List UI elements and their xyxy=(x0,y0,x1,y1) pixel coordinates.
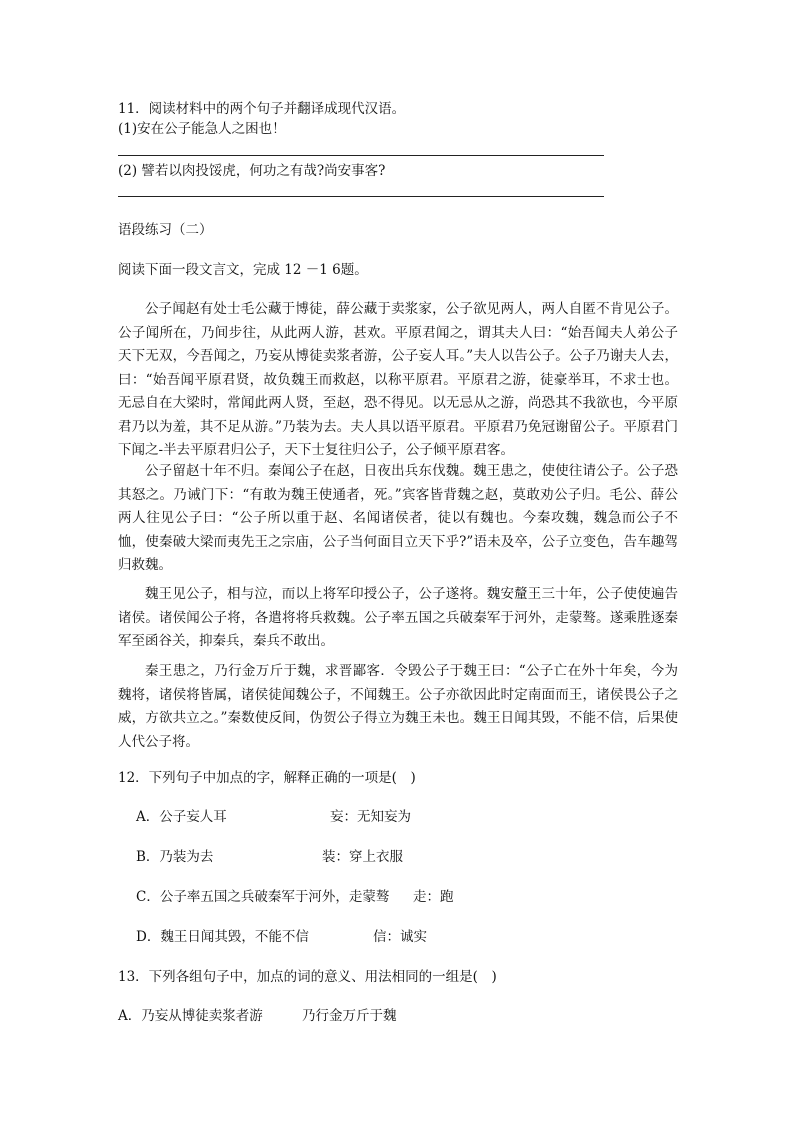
section-title: 语段练习（二） xyxy=(118,222,213,238)
q12-option-a: A．公子妄人耳 xyxy=(136,809,227,825)
q12-option-d: D．魏王日闻其毁，不能不信 xyxy=(136,929,309,945)
paragraph-text: 魏王见公子，相与泣，而以上将军印授公子，公子遂将。魏安釐王三十年，公子使使遍告诸侯。诸侯闻公子将，各遣将将兵救魏。公子率五国之兵破秦军于河外，走蒙骜。遂乘胜逐秦军至函谷关，抑秦兵，秦兵不敢出。 xyxy=(118,586,678,649)
paragraph-text: 公子留赵十年不归。秦闻公子在赵，日夜出兵东伐魏。魏王患之，使使往请公子。公子恐其怒之。乃诫门下：“有敢为魏王使通者，死。”宾客皆背魏之赵，莫敢劝公子归。毛公、薛公两人往见公子曰：“公子所以重于赵、名闻诸侯者，徒以有魏也。今秦攻魏，魏急而公子不恤，使秦破大梁而夷先王之宗庙，公子当何面目立天下乎?”语未及卒，公子立变色，告车趣驾归救魏。 xyxy=(118,463,678,573)
q12-option-c: C．公子率五国之兵破秦军于河外，走蒙骜 xyxy=(136,889,390,905)
paragraph-text: 秦王患之，乃行金万斤于魏，求晋鄙客．令毁公子于魏王曰：“公子亡在外十年矣，今为魏将，诸侯将皆属，诸侯徒闻魏公子，不闻魏王。公子亦欲因此时定南面而王，诸侯畏公子之威，方欲共立之。”秦数使反间，伪贺公子得立为魏王未也。魏王日闻其毁，不能不信，后果使人代公子将。 xyxy=(118,663,678,750)
q12-option-b: B．乃装为去 xyxy=(136,849,214,865)
q12-option-a-gloss: 妄：无知妄为 xyxy=(330,809,411,825)
q11-sentence-2: (2) 譬若以肉投馁虎，何功之有哉?尚安事客? xyxy=(118,163,386,179)
q13-option-a: A．乃妄从博徒卖浆者游 xyxy=(118,1008,263,1024)
q13-option-a-pair: 乃行金万斤于魏 xyxy=(302,1008,397,1024)
q12-stem: 12．下列句子中加点的字，解释正确的一项是( ) xyxy=(118,770,416,786)
q12-option-c-gloss: 走：跑 xyxy=(413,889,454,905)
q13-stem: 13．下列各组句子中，加点的词的意义、用法相同的一组是( ) xyxy=(118,969,497,985)
passage-paragraph-2 xyxy=(118,460,678,578)
passage-paragraph-4 xyxy=(118,660,678,754)
passage-paragraph-3 xyxy=(118,583,678,654)
q11-stem: 11．阅读材料中的两个句子并翻译成现代汉语。 xyxy=(118,101,406,117)
passage-paragraph-1 xyxy=(118,298,678,463)
q11-sentence-1: (1)安在公子能急人之困也！ xyxy=(118,121,286,137)
answer-line-1 xyxy=(118,155,604,156)
paragraph-text: 公子闻赵有处士毛公藏于博徒，薛公藏于卖浆家，公子欲见两人，两人自匿不肯见公子。公子闻所在，乃间步往，从此两人游，甚欢。平原君闻之，谓其夫人曰：“始吾闻夫人弟公子天下无双，今吾闻之，乃妄从博徒卖浆者游，公子妄人耳。”夫人以告公子。公子乃谢夫人去，曰：“始吾闻平原君贤，故负魏王而救赵，以称平原君。平原君之游，徒豪举耳，不求士也。无忌自在大梁时，常闻此两人贤，至赵，恐不得见。以无忌从之游，尚恐其不我欲也，今平原君乃以为羞，其不足从游。”乃装为去。夫人具以语平原君。平原君乃免冠谢留公子。平原君门下闻之-半去平原君归公子，天下士复往归公子，公子倾平原君客。 xyxy=(118,301,678,458)
section-instruction: 阅读下面一段文言文，完成 12 －1 6题。 xyxy=(118,262,368,278)
q12-option-b-gloss: 装：穿上衣服 xyxy=(322,849,403,865)
answer-line-2 xyxy=(118,196,604,197)
q12-option-d-gloss: 信：诚实 xyxy=(373,929,427,945)
